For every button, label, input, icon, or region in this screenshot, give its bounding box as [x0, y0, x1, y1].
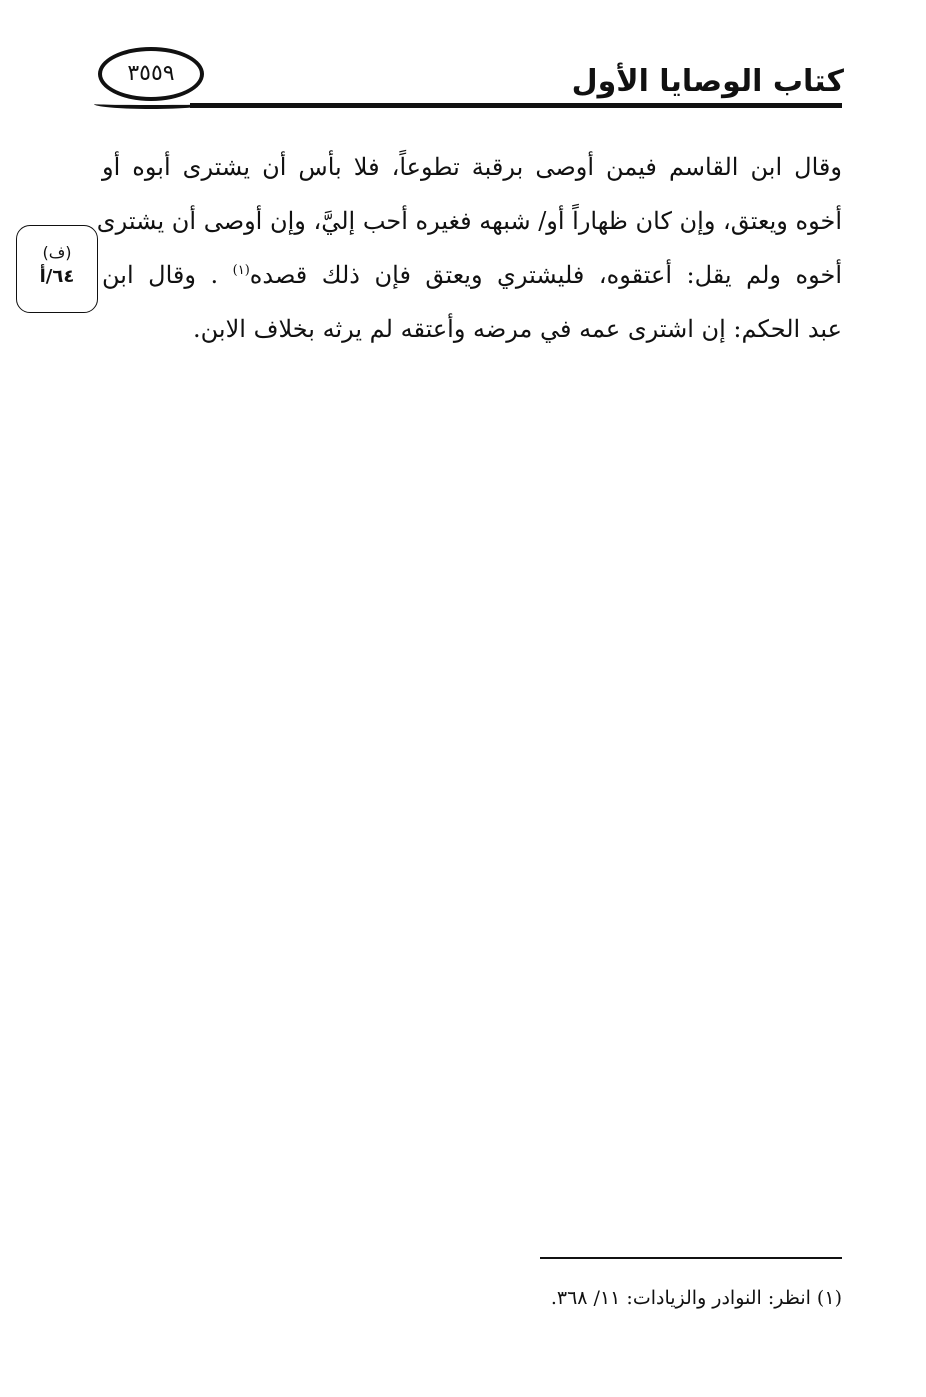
body-line-4: عبد الحكم: إن اشترى عمه في مرضه وأعتقه لم يرثه بخلاف الابن.	[193, 315, 842, 343]
running-header-title: كتاب الوصايا الأول	[571, 64, 844, 99]
footnote: (١) انظر: النوادر والزيادات: ١١/ ٣٦٨.	[550, 1287, 842, 1309]
margin-note-folio: ٦٤/أ	[39, 266, 75, 287]
page-number: ٣٥٥٩	[127, 61, 175, 86]
body-line-1: وقال ابن القاسم فيمن أوصى برقبة تطوعاً، فلا بأس أن يشترى أبوه أو	[102, 153, 842, 181]
margin-note-source: (ف)	[42, 243, 72, 262]
body-line-2: أخوه ويعتق، وإن كان ظهاراً أو/ شبهه فغيره أحب إليَّ، وإن أوصى أن يشترى	[96, 207, 842, 235]
body-line-3-text: أخوه ولم يقل: أعتقوه، فليشتري ويعتق فإن ذلك قصده	[249, 261, 842, 289]
header-rule	[190, 103, 842, 108]
body-line-3	[102, 248, 842, 302]
margin-manuscript-note	[16, 225, 98, 313]
body-line-3-tail: . وقال ابن	[102, 261, 219, 289]
footnote-reference: (١)	[232, 263, 250, 278]
body-paragraph	[96, 140, 842, 356]
footnote-separator	[540, 1257, 842, 1259]
